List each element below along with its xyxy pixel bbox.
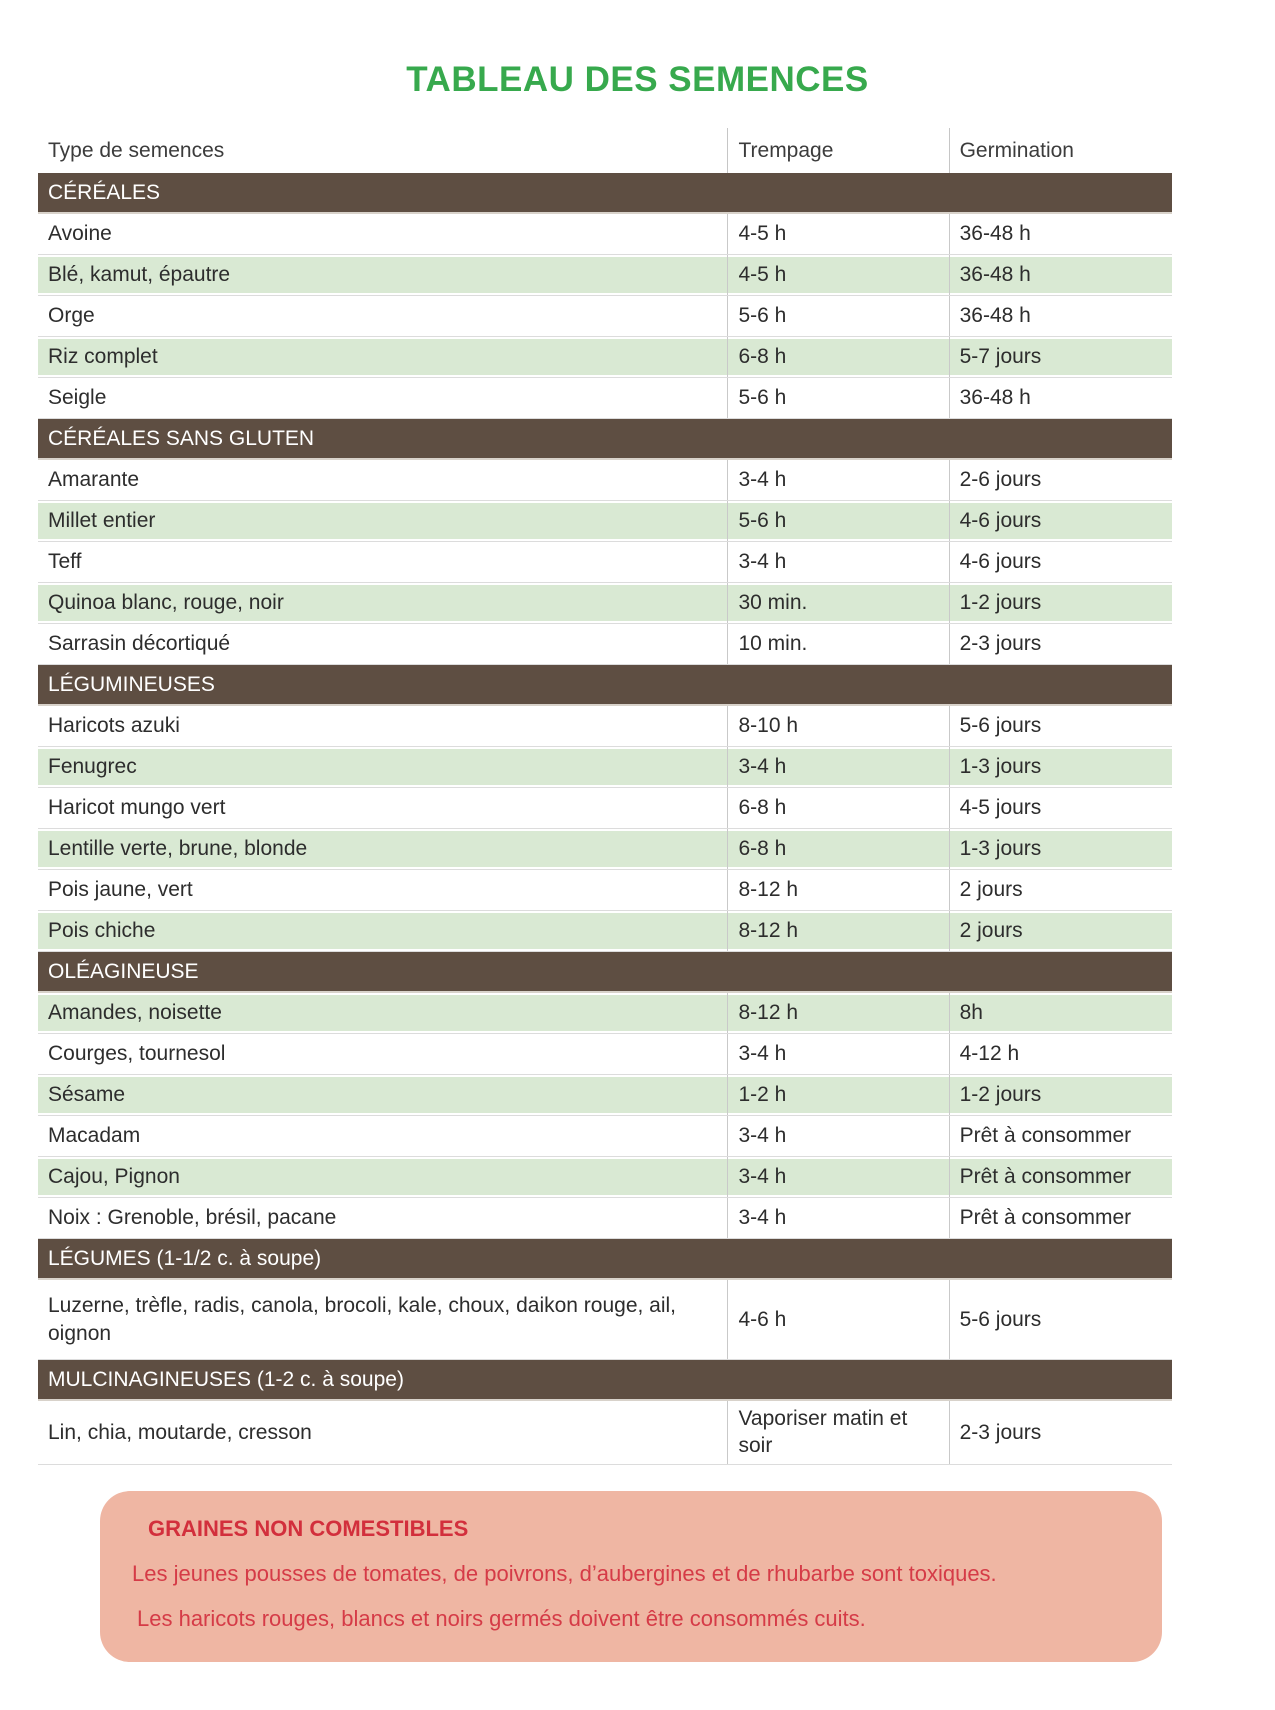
seed-table xyxy=(38,128,1172,1465)
table-row xyxy=(38,1157,1172,1198)
cell-germination: 36-48 h xyxy=(949,378,1172,418)
cell-germination: Prêt à consommer xyxy=(949,1198,1172,1238)
cell-type: Sésame xyxy=(48,1083,126,1107)
section-header-cereales-sans-gluten: CÉRÉALES SANS GLUTEN xyxy=(38,419,1172,460)
table-row xyxy=(38,501,1172,542)
cell-germination: 5-6 jours xyxy=(949,1280,1172,1359)
table-row xyxy=(38,1198,1172,1239)
cell-trempage: 10 min. xyxy=(727,624,948,664)
cell-germination: 2-3 jours xyxy=(949,624,1172,664)
cell-germination: 1-3 jours xyxy=(949,829,1172,869)
warning-title: GRAINES NON COMESTIBLES xyxy=(148,1515,469,1541)
cell-trempage: 6-8 h xyxy=(727,788,948,828)
table-row xyxy=(38,255,1172,296)
cell-germination: 4-6 jours xyxy=(949,542,1172,582)
cell-type: Riz complet xyxy=(48,345,158,369)
cell-germination: 4-12 h xyxy=(949,1034,1172,1074)
column-header-type: Type de semences xyxy=(48,138,225,162)
cell-type: Orge xyxy=(48,304,95,328)
cell-type: Noix : Grenoble, brésil, pacane xyxy=(48,1206,337,1230)
cell-type: Lin, chia, moutarde, cresson xyxy=(48,1420,312,1444)
cell-germination: 1-2 jours xyxy=(949,1075,1172,1115)
cell-germination: 4-6 jours xyxy=(949,501,1172,541)
section-header-oleagineuse: OLÉAGINEUSE xyxy=(38,952,1172,993)
table-row xyxy=(38,1401,1172,1465)
table-row xyxy=(38,583,1172,624)
cell-trempage: 3-4 h xyxy=(727,1116,948,1156)
cell-trempage: 4-6 h xyxy=(727,1280,948,1359)
page-title: TABLEAU DES SEMENCES xyxy=(406,60,869,99)
cell-germination: 2 jours xyxy=(949,911,1172,951)
cell-trempage: 3-4 h xyxy=(727,460,948,500)
cell-trempage: 5-6 h xyxy=(727,501,948,541)
cell-type: Pois chiche xyxy=(48,919,156,943)
cell-trempage: 8-12 h xyxy=(727,870,948,910)
cell-germination: Prêt à consommer xyxy=(949,1116,1172,1156)
cell-type: Millet entier xyxy=(48,509,156,533)
table-row xyxy=(38,706,1172,747)
cell-trempage: 8-12 h xyxy=(727,993,948,1033)
table-row xyxy=(38,337,1172,378)
cell-germination: 1-2 jours xyxy=(949,583,1172,623)
cell-type: Fenugrec xyxy=(48,755,137,779)
cell-trempage: 6-8 h xyxy=(727,829,948,869)
cell-trempage: 3-4 h xyxy=(727,1157,948,1197)
cell-trempage: 3-4 h xyxy=(727,747,948,787)
cell-trempage: 3-4 h xyxy=(727,1034,948,1074)
cell-trempage: 3-4 h xyxy=(727,542,948,582)
table-row xyxy=(38,542,1172,583)
section-header-legumes: LÉGUMES (1-1/2 c. à soupe) xyxy=(38,1239,1172,1280)
cell-trempage: 8-10 h xyxy=(727,706,948,746)
cell-type: Haricots azuki xyxy=(48,714,180,738)
column-header-germination: Germination xyxy=(949,128,1172,173)
column-header-trempage: Trempage xyxy=(727,128,948,173)
table-row xyxy=(38,460,1172,501)
cell-germination: 1-3 jours xyxy=(949,747,1172,787)
cell-type: Avoine xyxy=(48,222,112,246)
cell-germination: 2-3 jours xyxy=(949,1401,1172,1464)
table-row xyxy=(38,1034,1172,1075)
table-row xyxy=(38,296,1172,337)
cell-type: Luzerne, trèfle, radis, canola, brocoli, kale, choux, daikon rouge, ail, oignon xyxy=(48,1294,677,1345)
cell-germination: 4-5 jours xyxy=(949,788,1172,828)
cell-germination: 36-48 h xyxy=(949,255,1172,295)
cell-germination: 2 jours xyxy=(949,870,1172,910)
table-row xyxy=(38,747,1172,788)
cell-type: Sarrasin décortiqué xyxy=(48,632,231,656)
cell-trempage: 4-5 h xyxy=(727,214,948,254)
table-row xyxy=(38,829,1172,870)
table-row xyxy=(38,1075,1172,1116)
cell-trempage: 6-8 h xyxy=(727,337,948,377)
table-row xyxy=(38,624,1172,665)
cell-type: Teff xyxy=(48,550,82,574)
cell-type: Amandes, noisette xyxy=(48,1001,222,1025)
cell-trempage: Vaporiser matin et soir xyxy=(727,1401,948,1464)
cell-type: Blé, kamut, épautre xyxy=(48,263,231,287)
cell-germination: 5-7 jours xyxy=(949,337,1172,377)
cell-type: Haricot mungo vert xyxy=(48,796,226,820)
cell-type: Quinoa blanc, rouge, noir xyxy=(48,591,284,615)
cell-type: Seigle xyxy=(48,386,107,410)
cell-type: Lentille verte, brune, blonde xyxy=(48,837,308,861)
section-header-cereales: CÉRÉALES xyxy=(38,173,1172,214)
warning-box xyxy=(100,1491,1162,1662)
table-row xyxy=(38,911,1172,952)
section-header-legumineuses: LÉGUMINEUSES xyxy=(38,665,1172,706)
cell-germination: 8h xyxy=(949,993,1172,1033)
cell-trempage: 4-5 h xyxy=(727,255,948,295)
warning-line: Les haricots rouges, blancs et noirs germés doivent être consommés cuits. xyxy=(137,1605,866,1631)
cell-trempage: 1-2 h xyxy=(727,1075,948,1115)
section-header-mulcinagineuses: MULCINAGINEUSES (1-2 c. à soupe) xyxy=(38,1360,1172,1401)
cell-type: Courges, tournesol xyxy=(48,1042,226,1066)
table-row xyxy=(38,870,1172,911)
table-header-row xyxy=(38,128,1172,173)
cell-trempage: 5-6 h xyxy=(727,378,948,418)
cell-type: Macadam xyxy=(48,1124,141,1148)
table-row xyxy=(38,214,1172,255)
cell-germination: Prêt à consommer xyxy=(949,1157,1172,1197)
cell-trempage: 5-6 h xyxy=(727,296,948,336)
cell-germination: 2-6 jours xyxy=(949,460,1172,500)
cell-trempage: 3-4 h xyxy=(727,1198,948,1238)
table-row xyxy=(38,1280,1172,1360)
table-row xyxy=(38,1116,1172,1157)
table-row xyxy=(38,993,1172,1034)
cell-germination: 36-48 h xyxy=(949,214,1172,254)
table-row xyxy=(38,788,1172,829)
cell-trempage: 8-12 h xyxy=(727,911,948,951)
cell-germination: 5-6 jours xyxy=(949,706,1172,746)
cell-type: Amarante xyxy=(48,468,140,492)
cell-germination: 36-48 h xyxy=(949,296,1172,336)
cell-type: Pois jaune, vert xyxy=(48,878,193,902)
cell-trempage: 30 min. xyxy=(727,583,948,623)
cell-type: Cajou, Pignon xyxy=(48,1165,180,1189)
warning-line: Les jeunes pousses de tomates, de poivrons, d’aubergines et de rhubarbe sont toxiques. xyxy=(132,1560,997,1586)
table-row xyxy=(38,378,1172,419)
